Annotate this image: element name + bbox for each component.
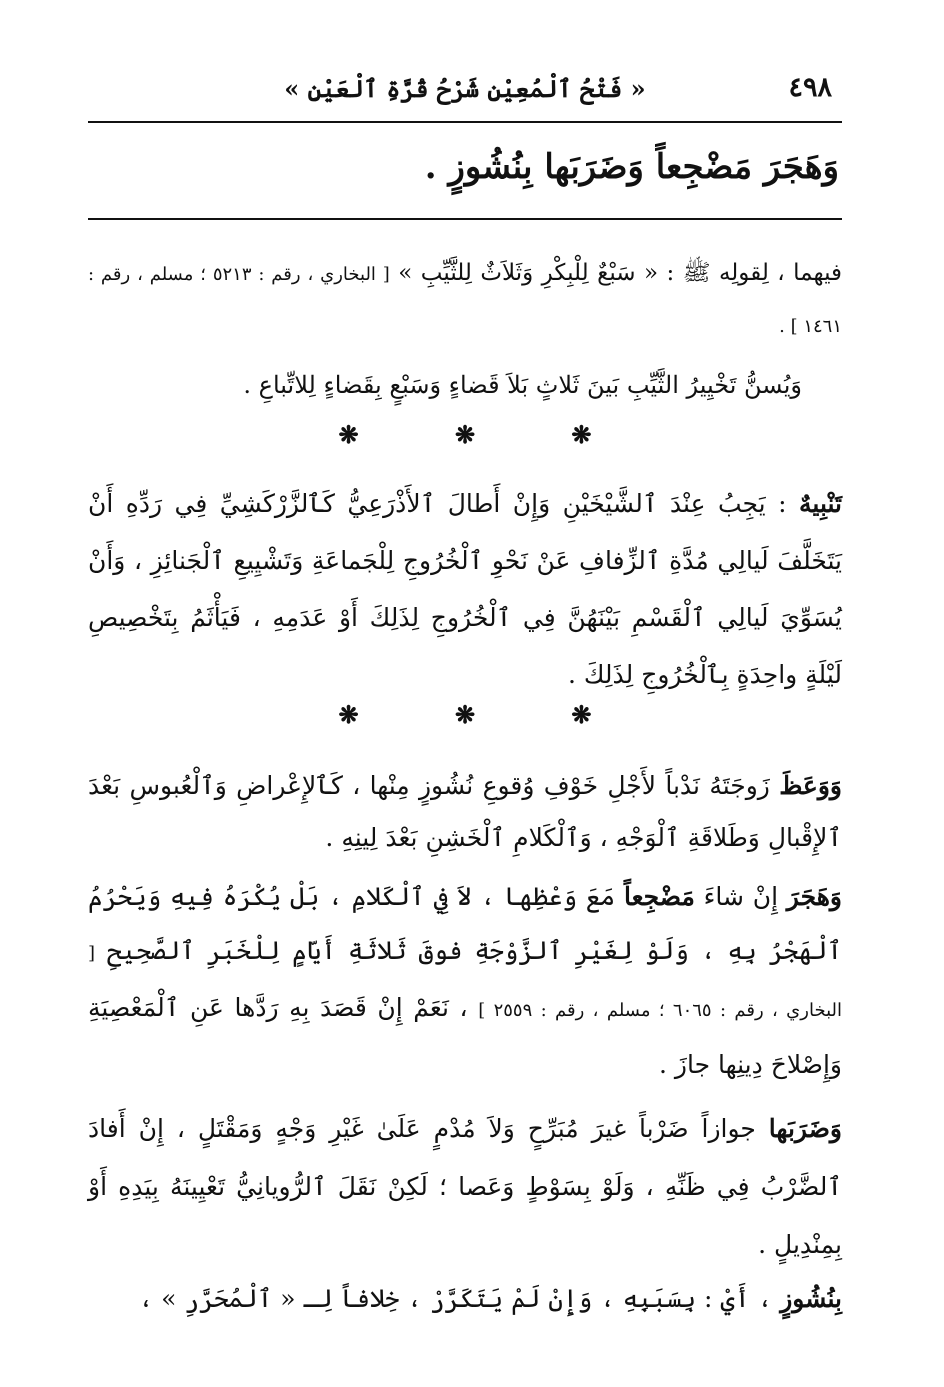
section-divider-stars	[88, 420, 842, 449]
star-ornament: ❋	[338, 420, 359, 449]
paragraph-text: ، نَعَمْ إِنْ قَصَدَ بِهِ رَدَّها عَنِ ٱلْمَعْصِيَةِ وَإِصْلاحَ دِينِها جازَ .	[88, 993, 842, 1079]
notice-heading: تَنْبِيهٌ	[799, 489, 842, 518]
paragraph-text: جوازاً ضَرْباً غيرَ مُبَرِّحٍ وَلاَ مُدْمٍ عَلَىٰ غَيْرِ وَجْهٍ وَمَقْتَلٍ ، إِنْ أَفادَ ٱلضَّرْبُ فِي ظَنِّهِ ، وَلَوْ بِسَوْطٍ وَعَصا ؛ لَكِنْ نَقَلَ ٱلرُّويانِيُّ تَعْيِينَهُ بِيَدِهِ أَوْ بِمِنْدِيلٍ .	[88, 1114, 842, 1259]
matn-keyword: وَوَعَظَ	[779, 771, 842, 800]
notice-paragraph	[88, 475, 842, 703]
paragraph-text: إِنْ شاءَ	[694, 882, 787, 911]
page-number: ٤٩٨	[788, 72, 832, 103]
hadith-reference: [ البخاري ، رقم : ٥٢١٣ ؛ مسلم ، رقم : ١٤٦١ ] .	[88, 264, 842, 337]
paragraph-text: زَوجَتَهُ نَدْباً لأَجْلِ خَوْفِ وُقوعِ نُشُوزٍ مِنْها ، كَٱلإِعْراضِ وَٱلْعُبوسِ بَعْدَ ٱلإِقْبالِ وَطَلاقَةِ ٱلْوَجْهِ ، وَٱلْكَلامِ ٱلْخَشِنِ بَعْدَ لِينِهِ .	[88, 771, 842, 852]
running-title: « فَتْحُ ٱلْمُعِيْنِ شَرْحُ قُرَّةِ ٱلْعَيْنِ »	[284, 74, 646, 103]
star-ornament: ❋	[571, 420, 592, 449]
page-header	[88, 72, 842, 112]
star-ornament: ❋	[454, 700, 476, 729]
star-ornament: ❋	[571, 700, 592, 729]
commentary-paragraph-4	[88, 760, 842, 864]
matn-text: وَهَجَرَ مَضْجِعاً وَضَرَبَها بِنُشُوزٍ .	[424, 147, 839, 187]
section-divider-stars	[88, 700, 842, 729]
paragraph-text: مَعَ وَعْظِها ، لاَ فِي ٱلْكَلامِ ، بَلْ يُكْرَهُ فِيهِ وَيَحْرُمُ ٱلْهَجْرُ بِهِ ، وَلَوْ لِغَيْرِ ٱلزَّوْجَةِ فوقَ ثَلاثَةِ أَيّامٍ لِلْخَبَرِ ٱلصَّحِيحِ	[88, 882, 842, 965]
commentary-paragraph-1	[88, 248, 842, 352]
paragraph-text: ، أَيْ : بِسَبَبِهِ ، وَإِنْ لَمْ يَتَكَرَّرْ ، خِلافاً لِـ « ٱلْمُحَرَّرِ » ،	[138, 1284, 781, 1313]
star-ornament: ❋	[338, 700, 359, 729]
star-ornament: ❋	[454, 420, 476, 449]
commentary-paragraph-7	[88, 1270, 842, 1328]
paragraph-text: فيهما ، لِقولِه ﷺ : « سَبْعٌ لِلْبِكْرِ وَثَلاَثٌ لِلثَّيِّبِ »	[389, 260, 843, 286]
matn-keyword: بِنُشُوزٍ	[780, 1284, 842, 1313]
matn-separator-rule	[88, 218, 842, 220]
commentary-paragraph-5	[88, 870, 842, 1092]
header-rule	[88, 121, 842, 123]
matn-keyword: وَضَرَبَها	[768, 1114, 842, 1143]
commentary-paragraph-6	[88, 1100, 842, 1274]
commentary-paragraph-2: وَيُسنُّ تَخْيِيرُ الثَّيِّبِ بَينَ ثَلاثٍ بَلاَ قَضاءٍ وَسَبْعٍ بِقَضاءٍ لِلاتِّباعِ .	[243, 371, 802, 399]
matn-keyword: مَضْجِعاً	[623, 882, 695, 911]
paragraph-text: : يَجِبُ عِنْدَ ٱلشَّيْخَيْنِ وَإِنْ أَطالَ ٱلأَذْرَعِيُّ كَٱلزَّرْكَشِيِّ فِي رَدِّهِ أَنْ يَتَخَلَّفَ لَيالِي مُدَّةِ ٱلزِّفافِ عَنْ نَحْوِ ٱلْخُرُوجِ لِلْجَماعَةِ وَتَشْيِيعِ ٱلْجَنائِزِ ، وَأَنْ يُسَوِّيَ لَيالِي ٱلْقَسْمِ بَيْنَهُنَّ فِي ٱلْخُرُوجِ لِذَلِكَ أَوْ عَدَمِهِ ، فَيَأْثَمُ بِتَخْصِيصِ لَيْلَةٍ واحِدَةٍ بِٱلْخُرُوجِ لِذَلِكَ .	[88, 489, 842, 689]
matn-keyword: وَهَجَرَ	[786, 882, 842, 911]
hadith-reference: [ البخاري ، رقم : ٦٠٦٥ ؛ مسلم ، رقم : ٢٥٥٩ ]	[88, 943, 842, 1021]
